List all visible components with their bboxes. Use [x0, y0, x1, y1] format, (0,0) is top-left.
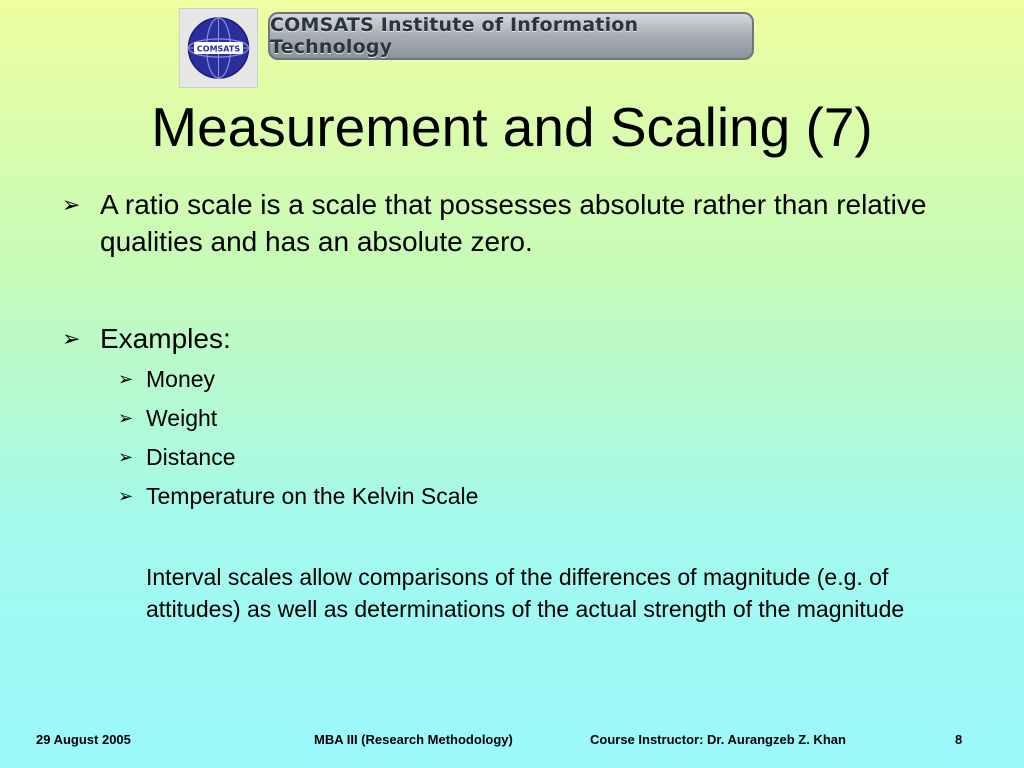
- example-item: [118, 403, 918, 433]
- page-number: 8: [955, 732, 963, 747]
- bullet-item: [62, 186, 942, 260]
- example-text: Weight: [146, 405, 218, 431]
- comsats-logo: [179, 8, 258, 88]
- slide-title: Measurement and Scaling (7): [151, 96, 873, 158]
- institute-banner: [268, 12, 754, 60]
- arrow-bullet-icon: ➢: [118, 369, 134, 389]
- interval-note: Interval scales allow comparisons of the differences of magnitude (e.g. of attitudes) as well as determinations of the actual strength of the magnitude: [146, 564, 905, 622]
- example-text: Temperature on the Kelvin Scale: [146, 483, 479, 509]
- arrow-bullet-icon: ➢: [118, 408, 134, 428]
- arrow-bullet-icon: ➢: [118, 486, 134, 506]
- arrow-bullet-icon: ➢: [62, 326, 81, 351]
- arrow-bullet-icon: ➢: [62, 192, 81, 217]
- example-item: [118, 442, 918, 472]
- logo-text: COMSATS: [196, 44, 241, 54]
- example-text: Money: [146, 366, 216, 392]
- footer-date: 29 August 2005: [36, 732, 131, 747]
- arrow-bullet-icon: ➢: [118, 447, 134, 467]
- footer-instructor: Course Instructor: Dr. Aurangzeb Z. Khan: [590, 732, 846, 747]
- example-item: [118, 481, 918, 511]
- footer-course: MBA III (Research Methodology): [314, 732, 513, 747]
- institute-name: COMSATS Institute of Information Technology: [270, 14, 639, 58]
- bullet-text: A ratio scale is a scale that possesses absolute rather than relative qualities and has an absolute zero.: [100, 189, 927, 257]
- example-item: [118, 364, 918, 394]
- globe-icon: [180, 9, 257, 87]
- bullet-text: Examples:: [100, 323, 231, 354]
- bullet-item: [62, 320, 942, 357]
- example-text: Distance: [146, 444, 236, 470]
